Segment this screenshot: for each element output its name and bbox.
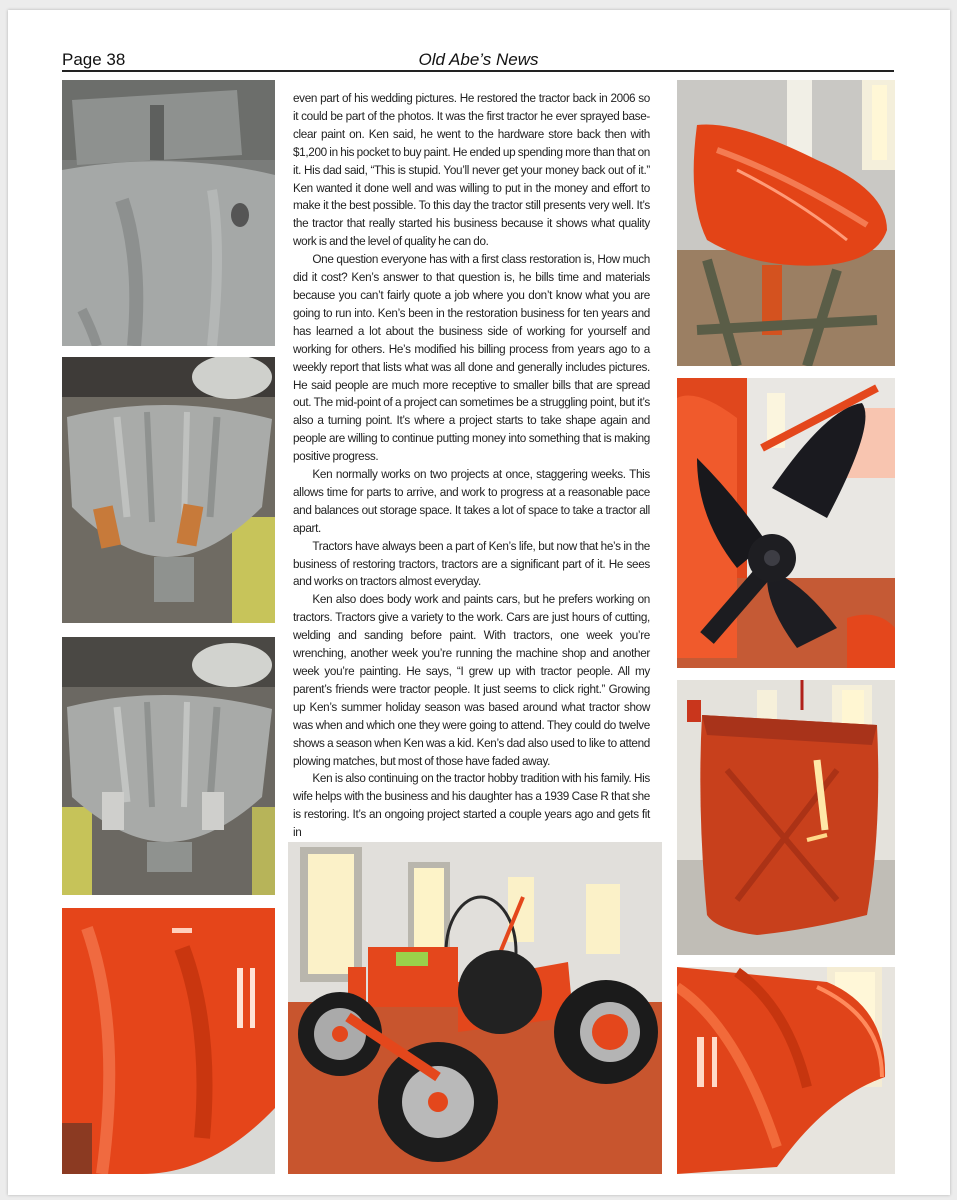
- article-paragraph: Ken also does body work and paints cars, but he prefers working on tractors. Tractors give a variety to the work. Cars are just hours of cutting, welding and sanding before paint. With tractors, one week you’re wrenching, another week you’re running the machine shop and another week you’re painting. He says, “I grew up with tractor people. All my parent’s friends were tractor people. It just seems to click right.” Growing up Ken’s summer holiday season was based around what tractor show was when and which one they were going to attend. They could do twelve shows a season when Ken was a kid. Ken’s dad also used to like to attend plowing matches, but most of those have faded away.: [293, 592, 650, 768]
- article-paragraph: Ken is also continuing on the tractor hobby tradition with his family. His wife helps with the business and his daughter has a 1939 Case R that she is restoring. It’s an ongoing project started a couple years ago and gets fit in: [293, 771, 650, 840]
- article-paragraph: One question everyone has with a first class restoration is, How much did it cost? Ken’s answer to that question is, he bills time and materials because you can’t fairly quote a job where you don’t know what you are going to run into. Ken’s been in the restoration business for ten years and has learned a lot about the business side of working for yourself and working for others. He’s modified his billing process from years ago to a weekly report that lists what was all done and generally includes pictures. He said people are much more receptive to smaller bills that are spread out. The mid-point of a project can sometimes be a struggling point, but it’s also a turning point. It’s where a project starts to take shape again and people are willing to continue putting money into something that is making positive progress.: [293, 252, 650, 464]
- photo-engine-fan: [677, 378, 895, 668]
- photo-fender-underside-primed: [62, 637, 275, 895]
- header-rule: [62, 70, 894, 72]
- article-paragraph: even part of his wedding pictures. He restored the tractor back in 2006 so it could be part of the photos. It was the first tractor he ever sprayed base-clear paint on. Ken said, he went to the hardware store back then with $1,200 in his pocket to buy paint. He ended up spending more than that on it. His dad said, “This is stupid. You’ll never get your money back out of it.” Ken wanted it done well and was willing to put in the money and effort to make it the best possible. To this day the tractor still presents very well. It’s the tractor that really started his business because it shows what quality work is and the level of quality he can do.: [293, 91, 650, 249]
- photo-orange-fuel-tank: [677, 680, 895, 955]
- page-number: Page 38: [62, 50, 126, 69]
- publication-title: Old Abe’s News: [418, 50, 539, 69]
- article-body: [293, 90, 650, 840]
- photo-primed-fender-top: [62, 80, 275, 346]
- article-paragraph: Tractors have always been a part of Ken’s life, but now that he’s in the business of restoring tractors, tractors are a significant part of it. He sees and works on tractors almost everyday.: [293, 538, 650, 589]
- article-paragraph: Ken normally works on two projects at once, staggering weeks. This allows time for parts to arrive, and work to progress at a reasonable pace and balances out storage space. It takes a lot of space to take a tractor all apart.: [293, 467, 650, 535]
- photo-orange-hood-on-stand: [677, 80, 895, 366]
- photo-restored-tractor: [288, 842, 662, 1174]
- photo-orange-fender-closeup: [62, 908, 275, 1174]
- photo-orange-fender-rim: [677, 967, 895, 1174]
- photo-fender-underside-tape: [62, 357, 275, 623]
